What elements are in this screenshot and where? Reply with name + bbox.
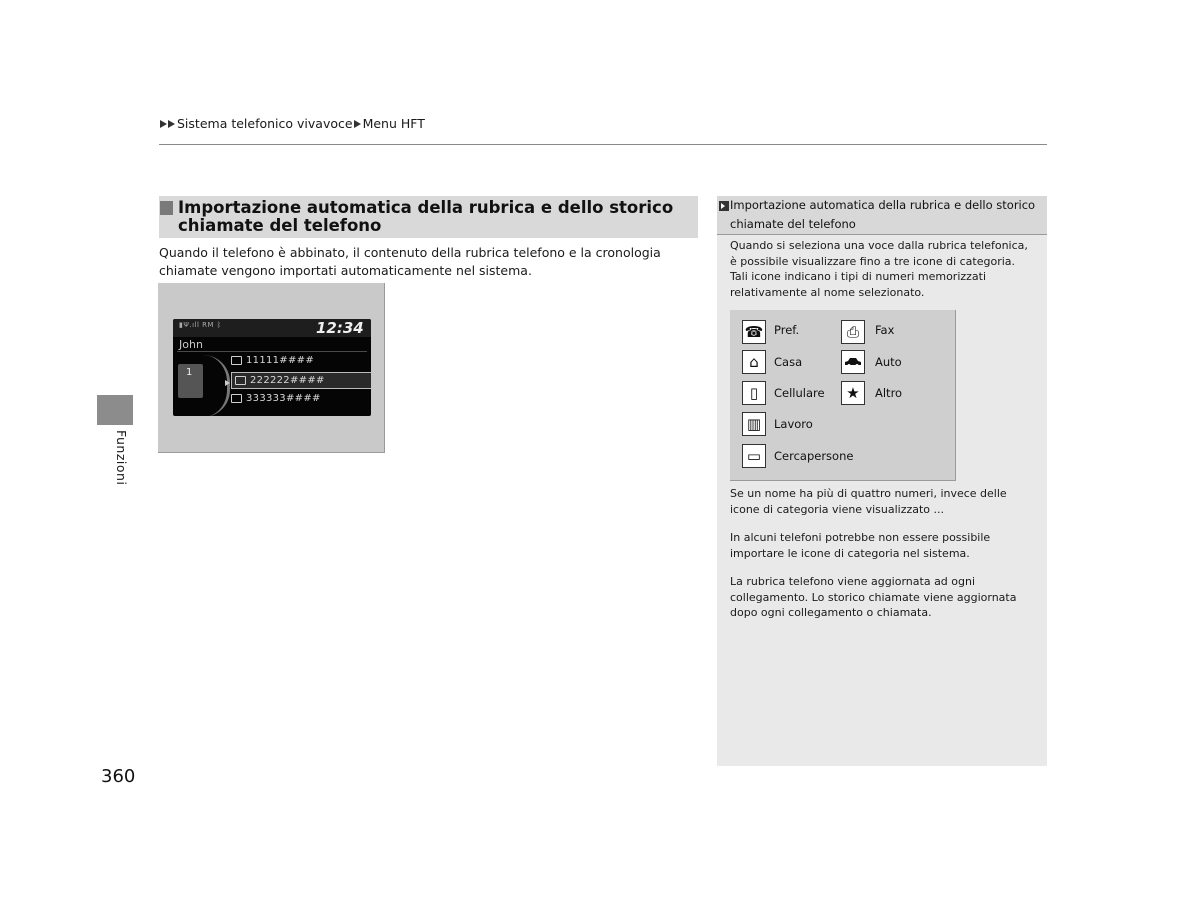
section-body: Quando il telefono è abbinato, il contenuto della rubrica telefono e la cronologia chiamate vengono importati automaticamente nel sistema. [159, 245, 661, 278]
note-paragraph: La rubrica telefono viene aggiornata ad ogni collegamento. Lo storico chiamate viene aggiornata dopo ogni collegamento o chiamata. [730, 575, 1017, 619]
building-icon: ▥ [742, 412, 766, 436]
display-screen [173, 319, 371, 416]
clock: 12:34 [316, 319, 364, 337]
page-number: 360 [101, 766, 136, 787]
category-icon-legend [730, 310, 956, 481]
star-icon: ★ [841, 381, 865, 405]
category-label: Lavoro [774, 417, 813, 431]
house-icon: ⌂ [742, 350, 766, 374]
mobile-phone-icon [235, 376, 246, 385]
divider [177, 351, 367, 352]
category-label: Fax [875, 323, 895, 337]
home-phone-icon [231, 356, 242, 365]
fax-icon: ⎙ [841, 320, 865, 344]
bluetooth-icon: ᛒ [216, 321, 222, 329]
chapter-label: Funzioni [114, 430, 129, 486]
phonebook-icon [178, 364, 203, 398]
display-figure [158, 283, 385, 453]
arrow-icon [168, 120, 175, 128]
category-label: Auto [875, 355, 902, 369]
note-paragraph: In alcuni telefoni potrebbe non essere possibile importare le icone di categoria nel sistema. [730, 531, 991, 560]
phonebook-index: 1 [186, 367, 193, 378]
star-icon [231, 394, 242, 403]
roaming-indicator: RM [202, 321, 215, 329]
pager-icon: ▭ [742, 444, 766, 468]
note-paragraph: Se un nome ha più di quattro numeri, invece delle icone di categoria viene visualizzato ... [730, 487, 1007, 516]
phone-entry[interactable]: 11111#### [231, 355, 314, 366]
breadcrumb [160, 116, 425, 131]
arrow-icon [160, 120, 167, 128]
phone-icon: ☎ [742, 320, 766, 344]
chapter-tab [97, 395, 133, 425]
note-marker-icon [719, 201, 729, 211]
category-label: Cercapersone [774, 449, 854, 463]
category-label: Cellulare [774, 386, 825, 400]
arrow-icon [354, 120, 361, 128]
category-label: Altro [875, 386, 903, 400]
breadcrumb-part-1: Sistema telefonico vivavoce [177, 116, 353, 131]
header-rule [159, 144, 1047, 145]
category-label: Pref. [774, 323, 800, 337]
category-label: Casa [774, 355, 803, 369]
breadcrumb-part-2: Menu HFT [362, 116, 425, 131]
contact-name: John [179, 338, 203, 351]
section-title: Importazione automatica della rubrica e dello storico chiamate del telefono [178, 198, 674, 235]
phone-entry[interactable]: 333333#### [231, 393, 321, 404]
note-title: Importazione automatica della rubrica e dello storico chiamate del telefono [730, 198, 1036, 231]
signal-status: ▮Ψ.ıll RM ᛒ [179, 321, 222, 329]
section-marker-icon [160, 201, 173, 215]
car-icon [841, 350, 865, 374]
pointer-icon [225, 380, 230, 386]
phone-entry-selected[interactable]: 222222#### [231, 372, 371, 389]
note-paragraph: Quando si seleziona una voce dalla rubrica telefonica, è possibile visualizzare fino a tre icone di categoria. Tali icone indicano i tipi di numeri memorizzati relativamente al nome selezionato. [730, 239, 1028, 299]
mobile-phone-icon: ▯ [742, 381, 766, 405]
